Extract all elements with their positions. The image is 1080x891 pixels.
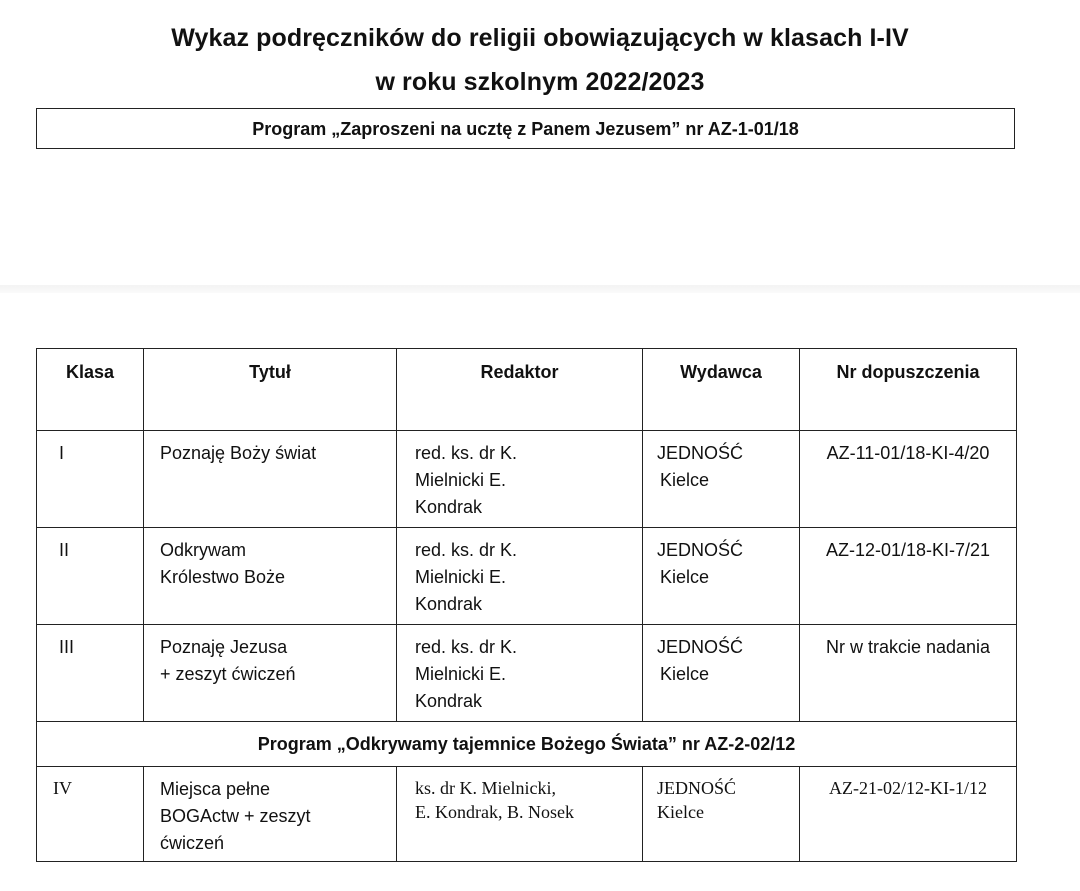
cell-klasa [37,767,144,862]
klasa-value: IV [53,778,72,798]
column-header-tytul: Tytuł [144,349,397,431]
tytul-line: + zeszyt ćwiczeń [160,664,296,684]
wydawca-name: JEDNOŚĆ [657,443,744,463]
klasa-value: I [59,443,65,463]
table-row [37,767,1017,862]
cell-nr [800,528,1017,625]
tytul-line: Poznaję Boży świat [160,443,317,463]
cell-redaktor [397,528,643,625]
cell-redaktor [397,431,643,528]
redaktor-line: red. ks. dr K. [415,637,518,657]
column-header-wydawca: Wydawca [643,349,800,431]
tytul-line: Miejsca pełne [160,779,271,799]
tytul-line: ćwiczeń [160,833,225,853]
wydawca-city: Kielce [657,802,704,822]
cell-wydawca [643,528,800,625]
tytul-line: BOGActw + zeszyt [160,806,311,826]
nr-value: Nr w trakcie nadania [825,637,991,657]
cell-nr [800,767,1017,862]
wydawca-name: JEDNOŚĆ [657,540,744,560]
cell-wydawca [643,431,800,528]
cell-klasa [37,625,144,722]
document-title-line1: Wykaz podręczników do religii obowiązujących w klasach I-IV [171,24,909,52]
wydawca-city: Kielce [660,470,710,490]
cell-klasa [37,431,144,528]
klasa-value: III [59,637,75,657]
redaktor-line: E. Kondrak, B. Nosek [415,802,574,822]
table-row [37,528,1017,625]
program-heading-1: Program „Zaproszeni na ucztę z Panem Jezusem” nr AZ-1-01/18 [36,108,1015,149]
redaktor-line: red. ks. dr K. [415,443,518,463]
cell-klasa [37,528,144,625]
table-header-row [37,349,1017,431]
program-heading-2: Program „Odkrywamy tajemnice Bożego Świata” nr AZ-2-02/12 [37,722,1017,767]
column-header-klasa: Klasa [37,349,144,431]
column-header-nr: Nr dopuszczenia [800,349,1017,431]
redaktor-line: Mielnicki E. [415,567,507,587]
cell-redaktor [397,625,643,722]
wydawca-city: Kielce [660,664,710,684]
wydawca-name: JEDNOŚĆ [657,778,737,798]
nr-value: AZ-11-01/18-KI-4/20 [826,443,990,463]
cell-tytul [144,625,397,722]
table-row [37,431,1017,528]
wydawca-city: Kielce [660,567,710,587]
redaktor-line: ks. dr K. Mielnicki, [415,778,556,798]
textbook-table [36,348,1017,862]
cell-nr [800,625,1017,722]
nr-value: AZ-21-02/12-KI-1/12 [829,778,987,798]
redaktor-line: Kondrak [415,497,483,517]
redaktor-line: Mielnicki E. [415,470,507,490]
page-separator [0,285,1080,293]
tytul-line: Poznaję Jezusa [160,637,288,657]
redaktor-line: Mielnicki E. [415,664,507,684]
tytul-line: Królestwo Boże [160,567,286,587]
klasa-value: II [59,540,70,560]
table-row [37,625,1017,722]
cell-redaktor [397,767,643,862]
redaktor-line: Kondrak [415,691,483,711]
cell-wydawca [643,625,800,722]
document-title-line2: w roku szkolnym 2022/2023 [375,68,705,96]
cell-tytul [144,528,397,625]
tytul-line: Odkrywam [160,540,247,560]
cell-wydawca [643,767,800,862]
redaktor-line: red. ks. dr K. [415,540,518,560]
cell-tytul [144,767,397,862]
program-heading-row [37,722,1017,767]
column-header-redaktor: Redaktor [397,349,643,431]
cell-tytul [144,431,397,528]
wydawca-name: JEDNOŚĆ [657,637,744,657]
redaktor-line: Kondrak [415,594,483,614]
cell-nr [800,431,1017,528]
nr-value: AZ-12-01/18-KI-7/21 [825,540,991,560]
